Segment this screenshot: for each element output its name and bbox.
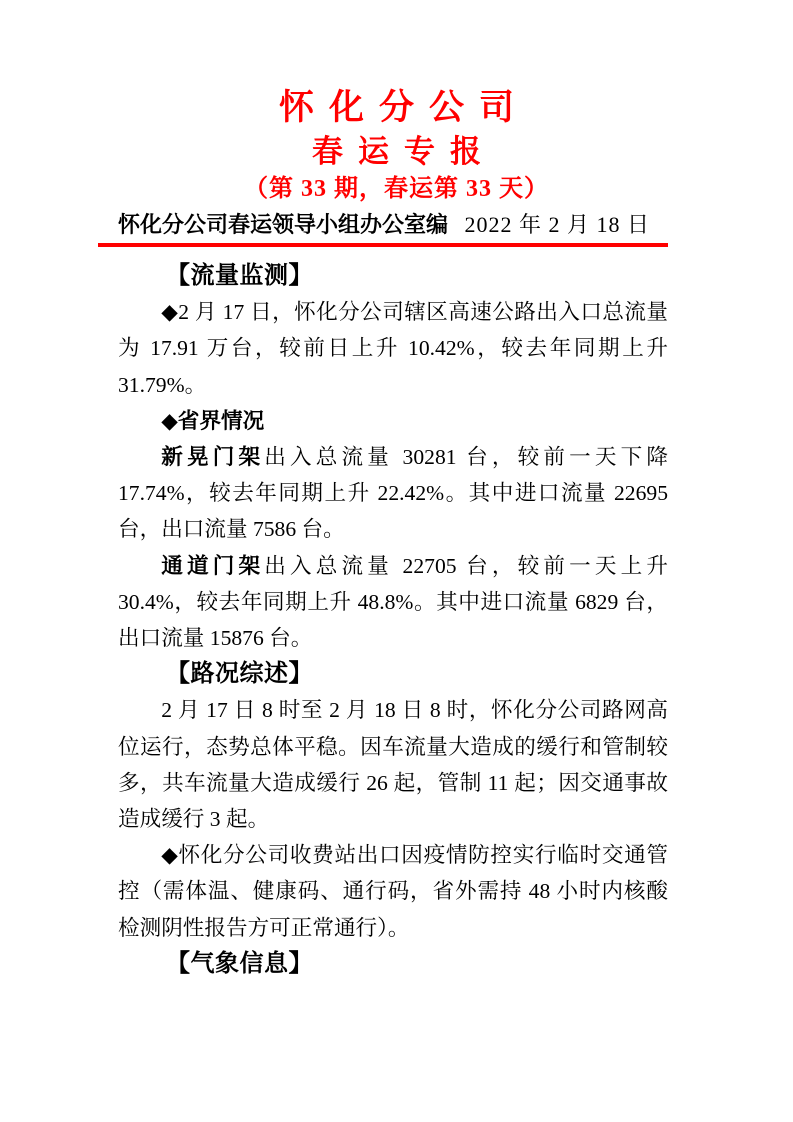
subheading-provincial-border: ◆省界情况 xyxy=(161,407,265,433)
report-title: 春运专报 xyxy=(312,134,496,169)
paragraph-traffic-summary: ◆2 月 17 日，怀化分公司辖区高速公路出入口总流量为 17.91 万台，较前日上升 10.42%，较去年同期上升 31.79%。 xyxy=(118,300,668,397)
editor-date-row xyxy=(98,212,668,247)
company-title: 怀化分公司 xyxy=(278,88,529,127)
section-heading-weather-info: 【气象信息】 xyxy=(166,949,313,977)
masthead xyxy=(0,0,793,201)
issue-date: 2022 年 2 月 18 日 xyxy=(464,212,650,237)
xinhuang-gantry-stats: 出入总流量 30281 台，较前一天下降 17.74%，较去年同期上升 22.42%。其中进口流量 22695 台，出口流量 7586 台。 xyxy=(118,445,668,542)
issue-number-line: （第 33 期，春运第 33 天） xyxy=(244,176,549,202)
paragraph-xinhuang-gantry xyxy=(118,439,668,548)
tongdao-gantry-stats: 出入总流量 22705 台，较前一天上升 30.4%，较去年同期上升 48.8%。其中进口流量 6829 台，出口流量 15876 台。 xyxy=(118,553,668,651)
document-body xyxy=(118,258,668,982)
paragraph-toll-station-covid-control: ◆怀化分公司收费站出口因疫情防控实行临时交通管控（需体温、健康码、通行码，省外需持 48 小时内核酸检测阴性报告方可正常通行）。 xyxy=(118,843,668,940)
paragraph-road-overview: 2 月 17 日 8 时至 2 月 18 日 8 时，怀化分公司路网高位运行，态势总体平稳。因车流量大造成的缓行和管制较多，共车流量大造成缓行 26 起，管制 11 起；因交通事故造成缓行 3 起。 xyxy=(118,698,668,832)
editor-credit: 怀化分公司春运领导小组办公室编 xyxy=(118,212,449,237)
paragraph-tongdao-gantry xyxy=(118,548,668,657)
xinhuang-gantry-label: 新晃门架 xyxy=(161,444,265,470)
section-heading-road-conditions: 【路况综述】 xyxy=(166,660,313,688)
content-column xyxy=(118,212,668,982)
section-heading-traffic-monitoring: 【流量监测】 xyxy=(166,262,313,289)
tongdao-gantry-label: 通道门架 xyxy=(161,552,265,578)
